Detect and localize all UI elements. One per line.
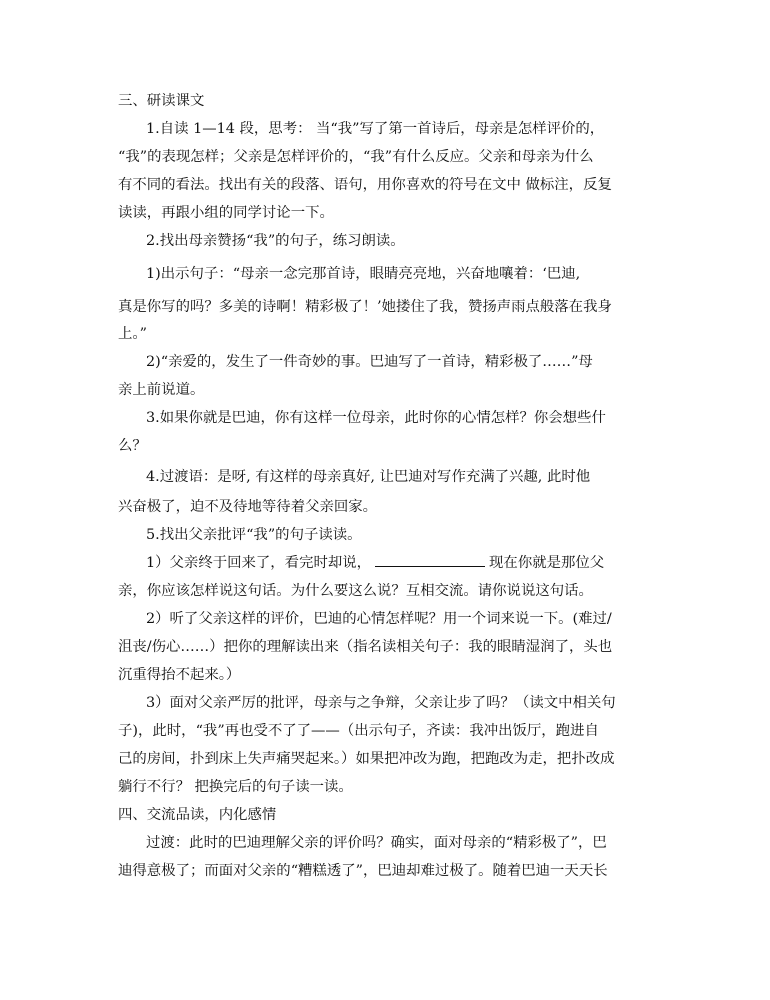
paragraph-line: 亲，你应该怎样说这句话。为什么要这么说？互相交流。请你说说这句话。: [118, 583, 593, 599]
paragraph-line: [146, 553, 604, 573]
line-text: 1）父亲终于回来了，看完时却说，: [146, 555, 372, 571]
line-text: 现在你就是那位父: [489, 555, 605, 571]
paragraph-line: 4.过渡语：是呀, 有这样的母亲真好, 让巴迪对写作充满了兴趣, 此时他: [146, 469, 591, 485]
paragraph-line: 迪得意极了；而面对父亲的“糟糕透了”，巴迪却难过极了。随着巴迪一天天长: [118, 863, 608, 879]
paragraph-line: 躺行不行？ 把换完后的句子读一读。: [118, 779, 353, 795]
paragraph-line: 子)，此时，“我”再也受不了了——（出示句子，齐读：我冲出饭厅，跑进自: [118, 723, 599, 739]
paragraph-line: 亲上前说道。: [118, 382, 205, 398]
paragraph-line: 真是你写的吗？多美的诗啊！精彩极了！’她搂住了我，赞扬声雨点般落在我身: [118, 299, 612, 315]
paragraph-line: 己的房间，扑到床上失声痛哭起来。）如果把冲改为跑，把跑改为走，把扑改成: [118, 751, 615, 767]
paragraph-line: “我”的表现怎样；父亲是怎样评价的，“我”有什么反应。父亲和母亲为什么: [118, 149, 594, 165]
paragraph-line: 3.如果你就是巴迪，你有这样一位母亲，此时你的心情怎样？你会想些什: [146, 410, 606, 426]
paragraph-line: 沮丧/伤心……）把你的理解读出来（指名读相关句子：我的眼睛湿润了，头也: [118, 639, 613, 655]
paragraph-line: 读读，再跟小组的同学讨论一下。: [118, 205, 334, 221]
paragraph-line: 2)“亲爱的，发生了一件奇妙的事。巴迪写了一首诗，精彩极了……”母: [146, 354, 593, 370]
paragraph-line: 过渡：此时的巴迪理解父亲的评价吗？确实，面对母亲的“精彩极了”，巴: [146, 835, 607, 851]
paragraph-line: 2.找出母亲赞扬“我”的句子，练习朗读。: [146, 233, 405, 249]
paragraph-line: 沉重得抬不起来。）: [118, 667, 241, 683]
paragraph-line: 么？: [118, 438, 147, 454]
paragraph-line: 5.找出父亲批评“我”的句子读读。: [146, 527, 362, 543]
section-heading: 四、交流品读，内化感情: [118, 807, 277, 823]
paragraph-line: 3）面对父亲严厉的批评，母亲与之争辩，父亲让步了吗？（读文中相关句: [146, 695, 616, 711]
paragraph-line: 上。”: [118, 326, 147, 342]
paragraph-line: 1.自读 1—14 段，思考： 当“我”写了第一首诗后，母亲是怎样评价的，: [146, 121, 605, 137]
paragraph-line: 1)出示句子：“母亲一念完那首诗，眼睛亮亮地，兴奋地嚷着：‘巴迪,: [146, 266, 581, 282]
section-heading: 三、研读课文: [118, 93, 205, 109]
fill-in-blank-line: [375, 554, 485, 567]
paragraph-line: 有不同的看法。找出有关的段落、语句，用你喜欢的符号在文中 做标注，反复: [118, 177, 612, 193]
paragraph-line: 2）听了父亲这样的评价，巴迪的心情怎样呢？用一个词来说一下。(难过/: [146, 611, 612, 627]
paragraph-line: 兴奋极了，迫不及待地等待着父亲回家。: [118, 499, 378, 515]
